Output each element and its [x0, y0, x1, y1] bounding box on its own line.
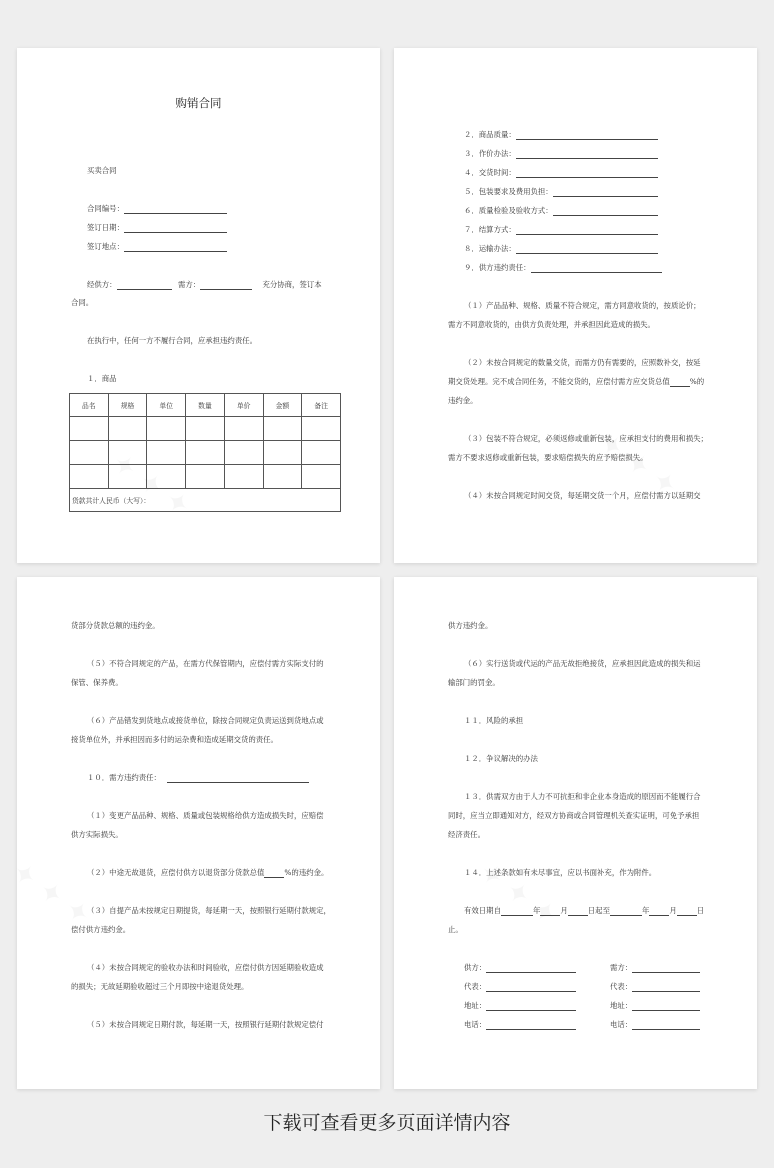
- buyer-clause-3-line-1: （３）自提产品未按规定日期提货，每延期一天，按照银行延期付款规定，: [87, 906, 331, 915]
- buyer-clause-5-line-1: （５）未按合同规定日期付款，每延期一天，按照银行延期付款规定偿付: [87, 1020, 324, 1029]
- parties-row: [87, 280, 322, 290]
- sig-label: 代表：: [464, 982, 487, 991]
- table-cell: [147, 441, 186, 465]
- sig-label: 地址：: [610, 1001, 633, 1010]
- clause-6-line-1: （６）产品错发到货地点或接货单位，除按合同规定负责运送到货地点或: [87, 716, 324, 725]
- validity-end: 止。: [448, 925, 463, 934]
- table-cell: [186, 465, 225, 489]
- item-blank: [553, 188, 658, 197]
- sig-blank: [486, 1002, 576, 1011]
- item-force-majeure-line-1: １３．供需双方由于人力不可抗拒和非企业本身造成的原因而不能履行合: [464, 792, 701, 801]
- sign-date-row: [87, 223, 227, 233]
- section-goods: １．商品: [87, 374, 117, 383]
- buyer-clause-4-line-2: 的损失；无故延期验收超过三个月即按中途退货处理。: [71, 982, 249, 991]
- item-delivery-time: [464, 168, 658, 178]
- item-label: ８．运输办法：: [464, 244, 516, 253]
- item-blank: [516, 245, 658, 254]
- contract-page-1: [17, 48, 380, 563]
- agree-text: 充分协商，签订本: [262, 280, 322, 289]
- table-row: [70, 417, 341, 441]
- continued-line: 供方违约金。: [448, 621, 493, 630]
- clause-3-line-1: （３）包装不符合规定，必须返修或重新包装，应承担支付的费用和损失；: [464, 434, 708, 443]
- supplier-rep-row: [464, 982, 576, 992]
- clause-3-line-2: 需方不要求返修或重新包装，要求赔偿损失的应予赔偿损失。: [448, 453, 648, 462]
- clause-text: %的: [689, 377, 705, 386]
- validity-text: 日: [696, 906, 705, 915]
- table-cell: [263, 417, 302, 441]
- sig-label: 地址：: [464, 1001, 487, 1010]
- validity-blank: [649, 907, 669, 916]
- sign-place-blank: [124, 243, 227, 252]
- validity-blank: [568, 907, 588, 916]
- sig-blank: [632, 983, 700, 992]
- table-cell: [302, 417, 341, 441]
- item-risk: １１．风险的承担: [464, 716, 524, 725]
- validity-blank: [677, 907, 697, 916]
- item-label: ９．供方违约责任：: [464, 263, 531, 272]
- clause-6-line-2: 输部门的罚金。: [448, 678, 500, 687]
- sig-blank: [632, 964, 700, 973]
- subtitle: 买卖合同: [87, 166, 117, 175]
- item-packaging: [464, 187, 658, 197]
- contract-page-4: [394, 577, 757, 1089]
- table-row: [70, 441, 341, 465]
- buyer-signature-row: [610, 963, 700, 973]
- sig-blank: [632, 1002, 700, 1011]
- sig-blank: [486, 964, 576, 973]
- supplier-blank: [117, 281, 172, 290]
- table-header-cell: 金额: [263, 394, 302, 417]
- item-label: ２．商品质量：: [464, 130, 516, 139]
- item-blank: [531, 264, 662, 273]
- table-cell: [70, 441, 109, 465]
- table-cell: [186, 441, 225, 465]
- supplier-label: 经供方：: [87, 280, 117, 289]
- validity-row: [464, 906, 704, 916]
- continued-line: 货部分货款总额的违约金。: [71, 621, 160, 630]
- contract-no-blank: [124, 205, 227, 214]
- supplier-signature-row: [464, 963, 576, 973]
- supplier-tel-row: [464, 1020, 576, 1030]
- buyer-addr-row: [610, 1001, 700, 1011]
- buyer-clause-3-line-2: 偿付供方违约金。: [71, 925, 131, 934]
- contract-page-2: [394, 48, 757, 563]
- item-label: １０．需方违约责任：: [87, 773, 161, 782]
- buyer-clause-4-line-1: （４）未按合同规定的验收办法和时间验收，应偿付供方因延期验收造成: [87, 963, 324, 972]
- item-pricing: [464, 149, 658, 159]
- breach-text: 在执行中，任何一方不履行合同，应承担违约责任。: [87, 336, 257, 345]
- table-header-cell: 单价: [224, 394, 263, 417]
- buyer-clause-1-line-1: （１）变更产品品种、规格、质量或包装规格给供方造成损失时，应赔偿: [87, 811, 324, 820]
- sig-label: 供方：: [464, 963, 487, 972]
- buyer-label: 需方：: [177, 280, 201, 289]
- item-label: ７．结算方式：: [464, 225, 516, 234]
- item-blank: [516, 226, 658, 235]
- percent-blank: [670, 378, 690, 387]
- item-blank: [167, 774, 309, 783]
- item-blank: [516, 131, 658, 140]
- table-header-cell: 数量: [186, 394, 225, 417]
- table-cell: [147, 417, 186, 441]
- item-settlement: [464, 225, 658, 235]
- buyer-clause-1-line-2: 供方实际损失。: [71, 830, 123, 839]
- table-total: 货款共计人民币（大写）：: [70, 489, 341, 512]
- sig-blank: [632, 1021, 700, 1030]
- clause-2-line-1: （２）未按合同规定的数量交货，而需方仍有需要的，应照数补交，按延: [464, 358, 701, 367]
- watermark: [473, 855, 564, 933]
- sign-place-row: [87, 242, 227, 252]
- sign-place-label: 签订地点：: [87, 242, 124, 251]
- validity-prefix: 有效日期自: [464, 906, 501, 915]
- goods-table: [69, 393, 341, 512]
- supplier-addr-row: [464, 1001, 576, 1011]
- table-cell: [70, 465, 109, 489]
- validity-text: 月: [669, 906, 677, 915]
- validity-text: 日起至: [587, 906, 610, 915]
- sign-date-blank: [124, 224, 227, 233]
- sig-label: 需方：: [610, 963, 633, 972]
- item-supplement: １４．上述条款如有未尽事宜，应以书面补充，作为附件。: [464, 868, 657, 877]
- item-force-majeure-line-3: 经济责任。: [448, 830, 485, 839]
- sign-date-label: 签订日期：: [87, 223, 124, 232]
- item-blank: [516, 169, 658, 178]
- clause-6-line-2: 接货单位外，并承担因而多付的运杂费和造成延期交货的责任。: [71, 735, 278, 744]
- buyer-rep-row: [610, 982, 700, 992]
- table-cell: [302, 465, 341, 489]
- table-cell: [263, 441, 302, 465]
- validity-text: 年: [641, 906, 650, 915]
- table-total-row: [70, 489, 341, 512]
- clause-text: （２）中途无故退货，应偿付供方以退货部分货款总值: [87, 868, 265, 877]
- item-label: ４．交货时间：: [464, 168, 516, 177]
- item-supplier-liability: [464, 263, 662, 273]
- agree-text-cont: 合同。: [71, 298, 94, 307]
- item-blank: [553, 207, 658, 216]
- table-cell: [224, 441, 263, 465]
- item-label: ３．作价办法：: [464, 149, 516, 158]
- table-cell: [263, 465, 302, 489]
- validity-text: 年: [532, 906, 541, 915]
- download-more-footer[interactable]: 下载可查看更多页面详情内容: [263, 1112, 511, 1134]
- contract-no-label: 合同编号：: [87, 204, 124, 213]
- buyer-blank: [200, 281, 252, 290]
- percent-blank: [264, 869, 284, 878]
- clause-1-line-1: （１）产品品种、规格、质量不符合规定，需方同意收货的，按质论价；: [464, 301, 701, 310]
- item-blank: [516, 150, 658, 159]
- page-title: 购销合同: [175, 96, 222, 110]
- sig-label: 电话：: [610, 1020, 633, 1029]
- table-cell: [108, 417, 147, 441]
- clause-5-line-1: （５）不符合同规定的产品，在需方代保管期内，应偿付需方实际支付的: [87, 659, 324, 668]
- clause-1-line-2: 需方不同意收货的，由供方负责处理，并承担因此造成的损失。: [448, 320, 655, 329]
- item-label: ５．包装要求及费用负担：: [464, 187, 553, 196]
- buyer-tel-row: [610, 1020, 700, 1030]
- table-cell: [186, 417, 225, 441]
- sig-blank: [486, 1021, 576, 1030]
- table-cell: [224, 465, 263, 489]
- clause-2-line-2: [448, 377, 704, 387]
- sig-blank: [486, 983, 576, 992]
- sig-label: 代表：: [610, 982, 633, 991]
- buyer-clause-2-line-1: [87, 868, 328, 878]
- table-cell: [70, 417, 109, 441]
- table-header-cell: 单位: [147, 394, 186, 417]
- table-cell: [302, 441, 341, 465]
- watermark: [6, 855, 97, 933]
- clause-4-line-1: （４）未按合同规定时间交货，每延期交货一个月，应偿付需方以延期交: [464, 491, 701, 500]
- item-force-majeure-line-2: 同时，应当立即通知对方，经双方协商或合同管理机关查实证明，可免予承担: [448, 811, 700, 820]
- contract-page-3: [17, 577, 380, 1089]
- table-cell: [224, 417, 263, 441]
- validity-blank: [610, 907, 642, 916]
- clause-2-line-3: 违约金。: [448, 396, 478, 405]
- clause-5-line-2: 保管、保养费。: [71, 678, 123, 687]
- clause-text: 期交货处理。完不成合同任务，不能交货的，应偿付需方应交货总值: [448, 377, 670, 386]
- item-quality: [464, 130, 658, 140]
- item-label: ６．质量检验及验收方式：: [464, 206, 553, 215]
- item-buyer-liability: [87, 773, 309, 783]
- item-dispute: １２．争议解决的办法: [464, 754, 538, 763]
- clause-text: %的违约金。: [284, 868, 329, 877]
- item-inspection: [464, 206, 658, 216]
- table-header-cell: 备注: [302, 394, 341, 417]
- sig-label: 电话：: [464, 1020, 487, 1029]
- validity-text: 月: [560, 906, 568, 915]
- item-transport: [464, 244, 658, 254]
- table-header-cell: 规格: [108, 394, 147, 417]
- table-header-cell: 品名: [70, 394, 109, 417]
- contract-no-row: [87, 204, 227, 214]
- clause-6-line-1: （６）实行送货或代运的产品无故拒绝接货，应承担因此造成的损失和运: [464, 659, 701, 668]
- table-header-row: [70, 394, 341, 417]
